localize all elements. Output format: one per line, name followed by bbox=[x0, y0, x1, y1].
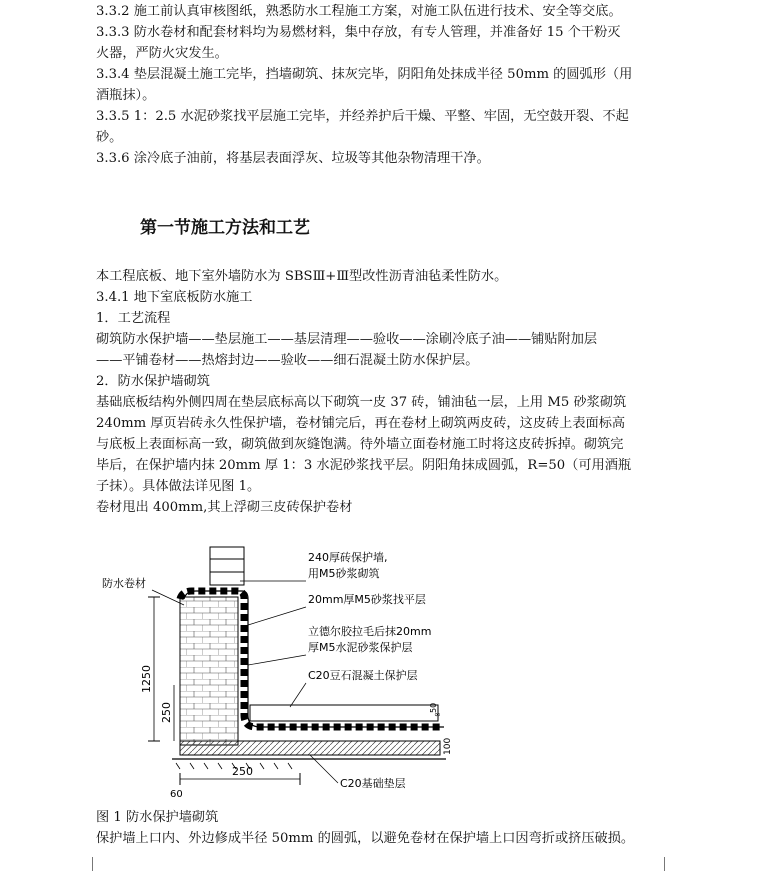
text-line: 3.3.2 施工前认真审核图纸，熟悉防水工程施工方案，对施工队伍进行技术、安全等交底。 bbox=[96, 4, 622, 19]
text-line: 砂。 bbox=[96, 130, 123, 145]
brick-wall bbox=[180, 597, 238, 745]
label-glue-2: 厚M5水泥砂浆保护层 bbox=[308, 641, 413, 654]
text-line: 本工程底板、地下室外墙防水为 SBSⅢ+Ⅲ型改性沥青油毡柔性防水。 bbox=[96, 269, 508, 284]
dim-50: 50 bbox=[429, 702, 438, 713]
text-line: 火器，严防火灾发生。 bbox=[96, 46, 228, 61]
page-corner-mark bbox=[664, 857, 679, 871]
dim-250-horizontal: 250 bbox=[232, 765, 253, 778]
text-line: ——平铺卷材——热熔封边——验收——细石混凝土防水保护层。 bbox=[96, 353, 479, 368]
text-line: 与底板上表面标高一致，砌筑做到灰缝饱满。待外墙立面卷材施工时将这皮砖拆掉。砌筑完 bbox=[96, 437, 624, 452]
text-line: 2．防水保护墙砌筑 bbox=[96, 374, 210, 389]
label-wall-2: 用M5砂浆砌筑 bbox=[308, 567, 380, 580]
dim-100: 100 bbox=[443, 737, 453, 755]
label-glue-1: 立德尔胶拉毛后抹20mm bbox=[308, 625, 432, 638]
text-line: 1．工艺流程 bbox=[96, 311, 171, 326]
label-c20-base: C20基础垫层 bbox=[340, 777, 406, 790]
text-line: 3.3.3 防水卷材和配套材料均为易燃材料，集中存放，有专人管理，并准备好 15 个干粉灭 bbox=[96, 25, 621, 40]
page-corner-mark bbox=[78, 857, 93, 871]
c20-protect-layer bbox=[250, 702, 438, 721]
text-line: 保护墙上口内、外边修成半径 50mm 的圆弧，以避免卷材在保护墙上口因弯折或挤压破损。 bbox=[96, 831, 635, 846]
dim-60: 60 bbox=[170, 789, 183, 800]
text-line: 3.3.6 涂冷底子油前，将基层表面浮灰、垃圾等其他杂物清理干净。 bbox=[96, 151, 490, 166]
text-line: 砌筑防水保护墙——垫层施工——基层清理——验收——涂刷冷底子油——铺贴附加层 bbox=[96, 332, 598, 347]
text-line: 酒瓶抹）。 bbox=[96, 88, 156, 103]
text-line: 3.4.1 地下室底板防水施工 bbox=[96, 290, 253, 305]
figure-caption: 图 1 防水保护墙砌筑 bbox=[96, 810, 219, 825]
label-screed: 20mm厚M5砂浆找平层 bbox=[308, 593, 426, 606]
text-line: 240mm 厚页岩砖永久性保护墙，卷材铺完后，再在卷材上砌筑两皮砖，这皮砖上表面标高 bbox=[96, 416, 626, 431]
text-line: 3.3.4 垫层混凝土施工完毕，挡墙砌筑、抹灰完毕，阴阳角处抹成半径 50mm 的圆弧形（用 bbox=[96, 67, 633, 82]
svg-text:∞: ∞ bbox=[434, 710, 441, 719]
waterproof-wall-diagram bbox=[90, 535, 460, 805]
text-line: 基础底板结构外侧四周在垫层底标高以下砌筑一皮 37 砖，铺油毡一层，上用 M5 砂浆砌筑 bbox=[96, 395, 627, 410]
dim-1250: 1250 bbox=[140, 665, 153, 693]
text-line: 子抹）。具体做法详见图 1。 bbox=[96, 479, 261, 494]
text-line: 卷材甩出 400mm,其上浮砌三皮砖保护卷材 bbox=[96, 500, 353, 515]
text-line: 毕后，在保护墙内抹 20mm 厚 1：3 水泥砂浆找平层。阴阳角抹成圆弧，R=50（可用酒瓶 bbox=[96, 458, 632, 473]
section-title: 第一节施工方法和工艺 bbox=[140, 218, 310, 238]
c20-base-layer bbox=[180, 741, 440, 755]
label-wall-1: 240厚砖保护墙, bbox=[308, 551, 388, 564]
dim-250-vertical: 250 bbox=[160, 702, 173, 723]
loose-brick bbox=[210, 547, 244, 585]
text-line: 3.3.5 1：2.5 水泥砂浆找平层施工完毕，并经养护后干燥、平整、牢固，无空鼓开裂、不起 bbox=[96, 109, 629, 124]
label-membrane: 防水卷材 bbox=[102, 577, 146, 590]
label-c20-protect: C20豆石混凝土保护层 bbox=[308, 669, 418, 682]
